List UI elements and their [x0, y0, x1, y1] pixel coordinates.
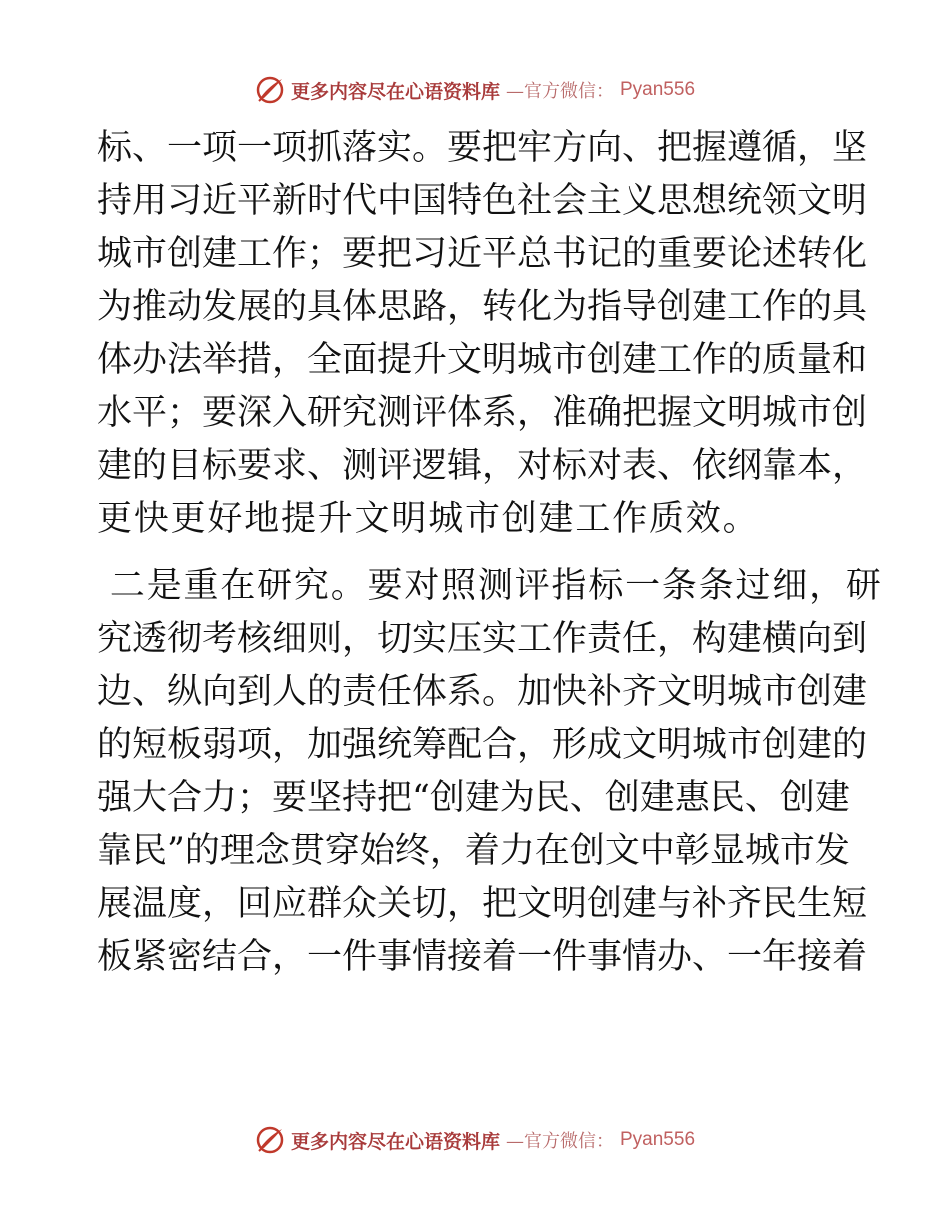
- watermark-brand: 更多内容尽在心语资料库: [290, 80, 500, 103]
- quill-logo-icon: [255, 1125, 285, 1155]
- watermark-brand: 更多内容尽在心语资料库: [290, 1130, 500, 1153]
- text-line: 边、纵向到人的责任体系。加快补齐文明城市创建: [97, 672, 868, 712]
- text-line: 强大合力；要坚持把“创建为民、创建惠民、创建: [97, 778, 850, 818]
- watermark-footer: [0, 1122, 950, 1158]
- text-line: 二是重在研究。要对照测评指标一条条过细，研: [97, 566, 883, 606]
- text-line: 持用习近平新时代中国特色社会主义思想统领文明: [97, 181, 868, 221]
- text-line: 靠民”的理念贯穿始终，着力在创文中彰显城市发: [97, 831, 850, 871]
- paragraph: [97, 560, 883, 984]
- paragraph-gap: [97, 546, 849, 560]
- text-line: 为推动发展的具体思路，转化为指导创建工作的具: [97, 287, 868, 327]
- text-line: 究透彻考核细则，切实压实工作责任，构建横向到: [97, 619, 868, 659]
- text-line: 的短板弱项，加强统筹配合，形成文明城市创建的: [97, 725, 868, 765]
- text-line: 水平；要深入研究测评体系，准确把握文明城市创: [97, 393, 868, 433]
- text-line: 展温度，回应群众关切，把文明创建与补齐民生短: [97, 884, 868, 924]
- text-line: 城市创建工作；要把习近平总书记的重要论述转化: [97, 234, 868, 274]
- text-line: 更快更好地提升文明城市创建工作质效。: [97, 499, 760, 539]
- quill-logo-icon: [255, 75, 285, 105]
- text-line: 标、一项一项抓落实。要把牢方向、把握遵循，坚: [97, 128, 868, 168]
- watermark-id: Pyan556: [620, 1129, 696, 1150]
- paragraph: [97, 122, 868, 546]
- watermark-header: [0, 72, 950, 108]
- watermark-separator: —官方微信：: [506, 81, 614, 102]
- text-line: 体办法举措，全面提升文明城市创建工作的质量和: [97, 340, 868, 380]
- watermark-separator: —官方微信：: [506, 1131, 614, 1152]
- text-line: 建的目标要求、测评逻辑，对标对表、依纲靠本，: [97, 446, 868, 486]
- document-body: [97, 122, 883, 984]
- watermark-id: Pyan556: [620, 79, 696, 100]
- text-line: 板紧密结合，一件事情接着一件事情办、一年接着: [97, 937, 868, 977]
